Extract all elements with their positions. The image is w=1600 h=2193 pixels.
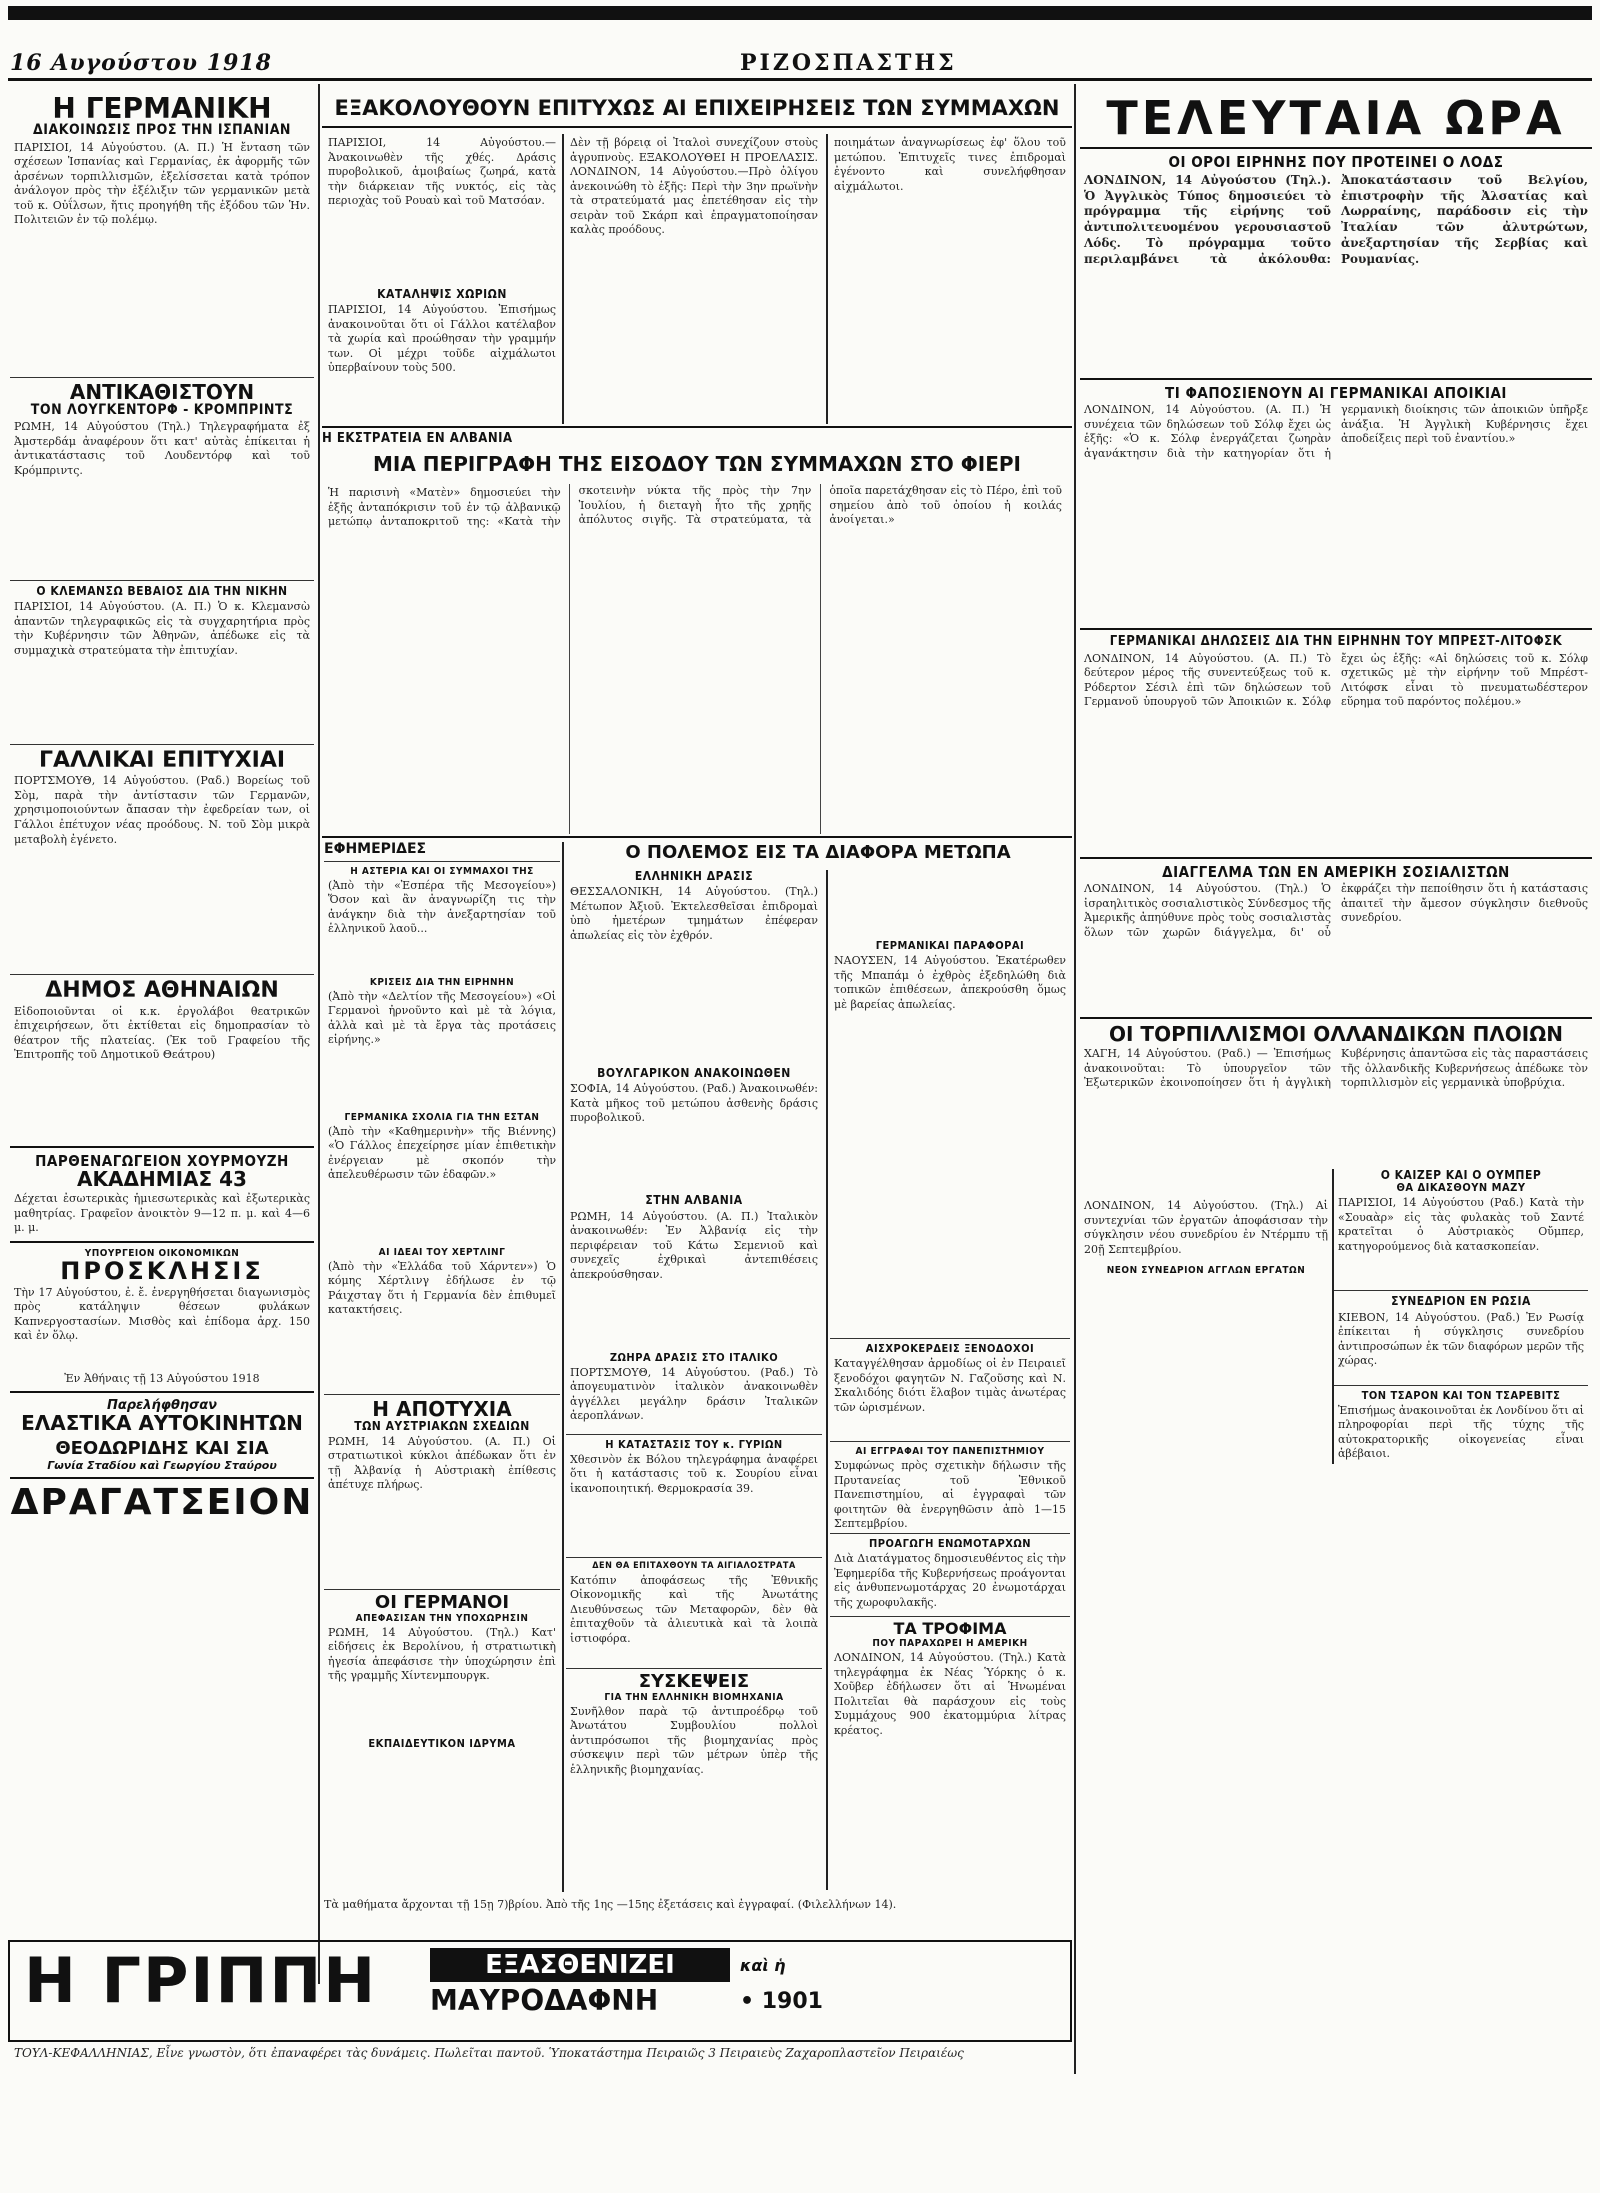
headline: ΤΟΝ ΤΣΑΡΟΝ ΚΑΙ ΤΟΝ ΤΣΑΡΕΒΙΤΣ — [1361, 1388, 1561, 1402]
column-3-top — [566, 134, 822, 424]
divider — [10, 580, 314, 581]
headline: ΝΕΟΝ ΣΥΝΕΔΡΙΟΝ ΑΓΓΛΩΝ ΕΡΓΑΤΩΝ — [1106, 1265, 1306, 1277]
divider — [1080, 857, 1592, 859]
article-text: ΠΑΡΙΣΙΟΙ, 14 Αὐγούστου.— Ἀνακοινωθὲν τῆς χθές. Δράσις πυροβολικοῦ, ἀμοιβαίως ζωηρά, κατὰ τὴν διάρκειαν τῆς νυκτός, εἰς τὰς περιοχὰς τοῦ Ρουαὺ καὶ τοῦ Ματσόαν. — [328, 136, 556, 208]
headline: ΣΤΗΝ ΑΛΒΑΝΙΑ — [645, 1193, 743, 1208]
headline: ΓΕΡΜΑΝΙΚΑΙ ΠΑΡΑΦΟΡΑΙ — [875, 939, 1025, 952]
headline: Ο ΚΑΙΖΕΡ ΚΑΙ Ο ΟΥΜΠΕΡ — [1380, 1168, 1542, 1183]
column-rule — [318, 84, 320, 1984]
headline: Η ΑΣΤΕΡΙΑ ΚΑΙ ΟΙ ΣΥΜΜΑΧΟΙ ΤΗΣ — [350, 865, 534, 877]
headline: Η ΚΑΤΑΣΤΑΣΙΣ ΤΟΥ κ. ΓΥΡΙΩΝ — [605, 1437, 783, 1451]
headline: ΔΕΝ ΘΑ ΕΠΙΤΑΧΘΟΥΝ ΤΑ ΑΙΓΙΑΛΟΣΤΡΑΤΑ — [592, 1560, 796, 1571]
article-text: ΛΟΝΔΙΝΟΝ, 14 Αὐγούστου. (Τηλ.) Αἱ συντεχνίαι τῶν ἐργατῶν ἀποφάσισαν τὴν σύγκλησιν νέου συνεδρίου ἐν Ντέρμπυ τῇ 20ῇ Σεπτεμβρίου. — [1084, 1199, 1328, 1256]
divider — [1334, 1290, 1588, 1291]
article-text: (Ἀπὸ τὴν «Δελτίον τῆς Μεσογείου») «Οἱ Γερμανοὶ ἠρνοῦντο καὶ μὲ τὰ λόγια, ἀλλὰ καὶ μὲ τὰ ἔργα τὰς προτάσεις εἰρήνης.» — [328, 989, 556, 1047]
ad-kicker: ΥΠΟΥΡΓΕΙΟΝ ΟΙΚΟΝΟΜΙΚΩΝ — [84, 1247, 240, 1259]
headline: ΑΙΣΧΡΟΚΕΡΔΕΙΣ ΞΕΝΟΔΟΧΟΙ — [865, 1342, 1035, 1356]
column-2-top — [324, 134, 560, 424]
headline: ΓΕΡΜΑΝΙΚΑΙ ΔΗΛΩΣΕΙΣ ΔΙΑ ΤΗΝ ΕΙΡΗΝΗΝ ΤΟΥ ΜΠΡΕΣΤ-ΛΙΤΟΦΣΚ — [1109, 634, 1563, 650]
column-4-bottom — [1080, 1169, 1592, 1464]
subheadline: ΓΙΑ ΤΗΝ ΕΛΛΗΝΙΚΗ ΒΙΟΜΗΧΑΝΙΑ — [604, 1691, 784, 1703]
article-text: ποιημάτων ἀναγνωρίσεως ἐφ' ὅλου τοῦ μετώπου. Ἐπιτυχεῖς τινες ἐπιδρομαὶ ἐγένοντο καὶ συνελήφθησαν αἰχμάλωτοι. — [834, 136, 1066, 193]
article-text: ΡΩΜΗ, 14 Αὐγούστου (Τηλ.) Τηλεγραφήματα ἐξ Ἀμστερδάμ ἀναφέρουν ὅτι κατ' αὐτὰς ἐπίκειται ἡ ἀντικατάστασις τοῦ Λουδεντόρφ καὶ τοῦ Κρόμπριντς. — [14, 420, 310, 477]
headline: ΔΗΜΟΣ ΑΘΗΝΑΙΩΝ — [45, 978, 279, 1004]
issue-date: 16 Αυγούστου 1918 — [10, 50, 272, 76]
headline: ΓΑΛΛΙΚΑΙ ΕΠΙΤΥΧΙΑΙ — [38, 748, 286, 774]
divider — [10, 1391, 314, 1393]
divider — [10, 744, 314, 745]
article-text: ΛΟΝΔΙΝΟΝ, 14 Αὐγούστου. (Α. Π.) Τὸ δεύτερον μέρος τῆς συνεντεύξεως τοῦ κ. Ρόδερτον Σέσιλ ἐπὶ τῶν δηλώσεων τοῦ Γερμανοῦ ὑπουργοῦ τῶν Ἀποικιῶν κ. Σόλφ ἔχει ὡς ἑξῆς: «Αἱ δηλώσεις τοῦ κ. Σόλφ σχετικῶς μὲ τὴν εἰρήνην τοῦ Μπρέστ-Λιτόφσκ εἶναι τὸ πνευματωδέστερον εὕρημα τοῦ παρόντος πολέμου.» — [1084, 651, 1588, 709]
grippe-ad — [8, 1940, 1072, 2042]
headline: ΓΕΡΜΑΝΙΚΑ ΣΧΟΛΙΑ ΓΙΑ ΤΗΝ ΕΣΤΑΝ — [344, 1111, 540, 1123]
headline: ΑΝΤΙΚΑΘΙΣΤΟΥΝ — [69, 379, 255, 404]
subheadline: ΑΠΕΦΑΣΙΣΑΝ ΤΗΝ ΥΠΟΧΩΡΗΣΙΝ — [355, 1612, 529, 1624]
article-text: ΠΟΡΤΣΜΟΥΘ, 14 Αὐγούστου. (Ραδ.) Τὸ ἀπογευματινὸν ἰταλικὸν ἀνακοινωθὲν ἀγγέλλει μεγάλην δράσιν Ἰταλικῶν ἀεροπλάνων. — [570, 1365, 818, 1423]
divider — [324, 1589, 560, 1590]
ad-tag: καὶ ἡ — [740, 1956, 786, 1975]
headline: Η ΑΠΟΤΥΧΙΑ — [372, 1396, 512, 1421]
column-rule — [826, 870, 828, 1890]
article-text: ΡΩΜΗ, 14 Αὐγούστου. (Α. Π.) Οἱ στρατιωτικοὶ κύκλοι ἀπέδωκαν ὅτι ἐν τῇ Ἀλβανίᾳ ἡ Αὐστριακὴ ἐπίθεσις ἀπέτυχε πλήρως. — [328, 1434, 556, 1492]
headline: ΟΙ ΟΡΟΙ ΕΙΡΗΝΗΣ ΠΟΥ ΠΡΟΤΕΙΝΕΙ Ο ΛΟΔΣ — [1168, 153, 1504, 172]
subheadline: ΔΙΑΚΟΙΝΩΣΙΣ ΠΡΟΣ ΤΗΝ ΙΣΠΑΝΙΑΝ — [33, 122, 291, 139]
col4-bottom-left — [1080, 1169, 1332, 1464]
article-text: Καταγγέλθησαν ἀρμοδίως οἱ ἐν Πειραιεῖ ξενοδόχοι φαγητῶν Ν. Γαζοῦσης καὶ Ν. Σκαλιδόης διότι ἔλαβον τιμὰς ἀνωτέρας τῶν ὡρισμένων. — [834, 1357, 1066, 1414]
column-rule — [826, 134, 828, 424]
article-text: ΝΑΟΥΣΕΝ, 14 Αὐγούστου. Ἑκατέρωθεν τῆς Μπαπάμ ὁ ἐχθρὸς ἐξεδηλώθη διὰ τοπικῶν ἐπιθέσεων, ἀπεκρούσθη ὅμως μὲ βαρείας ἀπωλείας. — [834, 954, 1066, 1011]
column-rule — [1074, 84, 1076, 2074]
column-rule — [562, 134, 564, 424]
ad-address: ΑΚΑΔΗΜΙΑΣ 43 — [77, 1167, 247, 1192]
column-3b-lower — [830, 870, 1070, 1890]
divider — [324, 1394, 560, 1395]
divider — [830, 1338, 1070, 1339]
divider — [566, 1434, 822, 1435]
masthead-rule — [8, 78, 1592, 81]
ad-title: ΕΛΑΣΤΙΚΑ ΑΥΤΟΚΙΝΗΤΩΝ — [21, 1411, 303, 1436]
article-text: Συνῆλθον παρὰ τῷ ἀντιπροέδρῳ τοῦ Ἀνωτάτου Συμβουλίου πολλοὶ ἀντιπρόσωποι τῆς βιομηχανίας πρὸς σύσκεψιν περὶ τῶν μέτρων ὑπὲρ τῆς ἑλληνικῆς βιομηχανίας. — [570, 1704, 818, 1776]
headline: ΔΙΑΓΓΕΛΜΑ ΤΩΝ ΕΝ ΑΜΕΡΙΚΗ ΣΟΣΙΑΛΙΣΤΩΝ — [1162, 862, 1510, 881]
last-hour-title: ΤΕΛΕΥΤΑΙΑ ΩΡΑ — [1106, 91, 1566, 145]
headline: ΣΥΣΚΕΨΕΙΣ — [638, 1670, 750, 1692]
headline: Ο ΚΛΕΜΑΝΣΩ ΒΕΒΑΙΟΣ ΔΙΑ ΤΗΝ ΝΙΚΗΝ — [36, 584, 288, 599]
article-text: ΡΩΜΗ, 14 Αὐγούστου. (Α. Π.) Ἰταλικὸν ἀνακοινωθέν: Ἐν Ἀλβανίᾳ εἰς τὴν περιφέρειαν τοῦ Κάτω Σεμενιοῦ καὶ συνεχεῖς ἐχθρικαὶ ἀντεπιθέσεις ἀπεκρούσθησαν. — [570, 1209, 818, 1281]
divider — [566, 1668, 822, 1669]
ad-title: ΠΡΟΣΚΛΗΣΙΣ — [60, 1256, 264, 1285]
article-text: Ἡ παρισινὴ «Ματὲν» δημοσιεύει τὴν ἑξῆς ἀνταπόκρισιν τοῦ ἐν τῷ ἀλβανικῷ μετώπῳ ἀνταποκριτοῦ της: «Κατὰ τὴν σκοτεινὴν νύκτα τῆς πρὸς τὴν 7ην Ἰουλίου, ἡ διεταγὴ ἦτο τῆς χρηῆς ἀπόλυτος σιγῆς. Τὰ στρατεύματα, τὰ ὁποῖα παρετάχθησαν εἰς τὸ Πέρο, ἐπὶ τοῦ σημείου ἀπὸ τοῦ ὁποίου ἡ κοιλάς ἀνοίγεται.» — [328, 484, 1062, 529]
ad-title: ΔΡΑΓΑΤΣΕΙΟΝ — [10, 1482, 314, 1524]
subheadline: ΤΩΝ ΑΥΣΤΡΙΑΚΩΝ ΣΧΕΔΙΩΝ — [354, 1418, 530, 1433]
article-text: ΠΑΡΙΣΙΟΙ, 14 Αὐγούστου. (Α. Π.) Ἡ ἔνταση τῶν σχέσεων Ἱσπανίας καὶ Γερμανίας, ἐκ ἀφορμῆς τῶν ἀρσένων τορπιλλισμῶν, ἐξελίσσεται κατὰ τρόπον ἀνάλογον πρὸς τὴν ἐξέλιξιν τῶν γερμανικῶν μετὰ τοῦ κ. Οὐΐλσων, ἥτις προηγήθη τῆς ἐξόδου τῶν Ἡν. Πολιτειῶν ἐν τῷ πολέμῳ. — [14, 140, 310, 227]
main-banner-headline: ΕΞΑΚΟΛΟΥΘΟΥΝ ΕΠΙΤΥΧΩΣ ΑΙ ΕΠΙΧΕΙΡΗΣΕΙΣ ΤΩΝ ΣΥΜΜΑΧΩΝ — [334, 96, 1060, 120]
article-text: Ἐπισήμως ἀνακοινοῦται ἐκ Λονδίνου ὅτι αἱ πληροφορίαι περὶ τῆς τύχης τῆς αὐτοκρατορικῆς οἰκογενείας εἶναι ἀβέβαιοι. — [1338, 1403, 1584, 1461]
article-text: (Ἀπὸ τὴν «Ἑλλάδα τοῦ Χάρντεν») Ὁ κόμης Χέρτλινγ ἐδήλωσε ἐν τῷ Ράιχσταγ ὅτι ἡ Γερμανία δὲν ἐπιθυμεῖ κατακτήσεις. — [328, 1259, 556, 1317]
divider — [1080, 147, 1592, 149]
ad-address: Γωνία Σταδίου καὶ Γεωργίου Σταύρου — [47, 1459, 277, 1473]
divider — [10, 974, 314, 975]
article-text: ΛΟΝΔΙΝΟΝ, 14 Αὐγούστου (Τηλ.). Ὁ Ἀγγλικὸς Τύπος δημοσιεύει τὸ πρόγραμμα τῆς εἰρήνης τοῦ ἀντιπολιτευομένου γερουσιαστοῦ Λόδς. Τὸ πρόγραμμα τοῦτο περιλαμβάνει τὰ ἀκόλουθα: Ἀποκατάστασιν τοῦ Βελγίου, ἐπιστροφὴν τῆς Ἀλσατίας καὶ Λωρραίνης, παράδοσιν εἰς τὴν Ἰταλίαν τῶν ἀλυτρώτων, ἀνεξαρτησίαν τῆς Σερβίας καὶ Ρουμανίας. — [1084, 172, 1588, 266]
article-text: ΠΑΡΙΣΙΟΙ, 14 Αὐγούστου (Ραδ.) Κατὰ τὴν «Σουαὰρ» εἰς τὰς φυλακὰς τοῦ Σαντέ κρατεῖται ὁ Αὐστριακὸς Οὔμπερ, κατηγορούμενος διὰ κατασκοπείαν. — [1338, 1196, 1584, 1253]
ad-headline: Η ΓΡΙΠΠΗ — [24, 1944, 378, 2017]
banner-rule — [322, 126, 1072, 128]
article-text: (Ἀπὸ τὴν «Καθημερινὴν» τῆς Βιέννης) «Ὁ Γάλλος ἐπεχείρησε μίαν ἐπιθετικὴν ἐνέργειαν μὲ σκοπόν τὴν ἀπελευθέρωσιν τῶν ἐδαφῶν.» — [328, 1124, 556, 1182]
section-title: ΕΦΗΜΕΡΙΔΕΣ — [324, 842, 427, 857]
ad-text: Τὴν 17 Αὐγούστου, ἐ. ἔ. ἐνεργηθήσεται διαγωνισμὸς πρὸς κατάληψιν θέσεων φυλάκων Καπνεργοστασίων. Μισθὸς καὶ ἐπίδομα ἀρχ. 150 καὶ ἐν ὅλῳ. — [14, 1285, 310, 1343]
column-3-lower — [566, 870, 822, 1890]
section-rule — [322, 836, 1072, 838]
divider — [830, 1441, 1070, 1442]
ad-label: ΕΞΑΣΘΕΝΙΖΕΙ — [430, 1948, 730, 1982]
article-text: Διὰ Διατάγματος δημοσιευθέντος εἰς τὴν Ἐφημερίδα τῆς Κυβερνήσεως προάγονται εἰς ἀνθυπενωμοτάρχας 20 ἐνωμοτάρχαι τῆς χωροφυλακῆς. — [834, 1552, 1066, 1609]
divider — [566, 1557, 822, 1558]
column-3b-top — [830, 134, 1070, 424]
newspaper-title: ΡΙΖΟΣΠΑΣΤΗΣ — [740, 50, 957, 76]
divider — [1080, 1017, 1592, 1019]
headline: Η ΓΕΡΜΑΝΙΚΗ — [52, 92, 272, 125]
headline: ΒΟΥΛΓΑΡΙΚΟΝ ΑΝΑΚΟΙΝΩΘΕΝ — [597, 1066, 791, 1081]
divider — [10, 1241, 314, 1243]
ad-footer: ΤΟΥΛ-ΚΕΦΑΛΛΗΝΙΑΣ, Εἶνε γνωστὸν, ὅτι ἐπαναφέρει τὰς δυνάμεις. Πωλεῖται παντοῦ. Ὑποκατάστημα Πειραιῶς 3 Πειραιεὺς Ζαχαροπλαστεῖον Πειραιέως — [14, 2046, 964, 2060]
headline: ΑΙ ΙΔΕΑΙ ΤΟΥ ΧΕΡΤΛΙΝΓ — [378, 1246, 506, 1258]
headline: ΠΡΟΑΓΩΓΗ ΕΝΩΜΟΤΑΡΧΩΝ — [868, 1537, 1032, 1551]
headline: ΤΙ ΦΑΠΟΣΙΕΝΟΥΝ ΑΙ ΓΕΡΜΑΝΙΚΑΙ ΑΠΟΙΚΙΑΙ — [1165, 383, 1507, 402]
article-text: ΛΟΝΔΙΝΟΝ, 14 Αὐγούστου. (Τηλ.) Κατὰ τηλεγράφημα ἐκ Νέας Ὑόρκης ὁ κ. Χοῦβερ ἐδήλωσεν ὅτι αἱ Ἡνωμέναι Πολιτεῖαι θὰ παράσχουν εἰς τοὺς Συμμάχους 900 ἑκατομμύρια λίτρας κρέατος. — [834, 1651, 1066, 1737]
section-headline: Ο ΠΟΛΕΜΟΣ ΕΙΣ ΤΑ ΔΙΑΦΟΡΑ ΜΕΤΩΠΑ — [625, 842, 1011, 863]
col4-bottom-right — [1334, 1169, 1588, 1464]
article-text: ΠΑΡΙΣΙΟΙ, 14 Αὐγούστου. Ἐπισήμως ἀνακοινοῦται ὅτι οἱ Γάλλοι κατέλαβον τὰ χωρία καὶ προώθησαν τὴν γραμμήν των. Οἱ μέχρι τοῦδε αἰχμάλωτοι ὑπερβαίνουν τοὺς 500. — [328, 303, 556, 375]
article-text: ΛΟΝΔΙΝΟΝ, 14 Αὐγούστου. (Α. Π.) Ἡ συνέχεια τῶν δηλώσεων τοῦ Σόλφ ἔχει ὡς ἑξῆς: «Ὁ κ. Σόλφ ἐνεργάζεται ζωηρὰν ἀγανάκτησιν διὰ τὴν κατηγορίαν ὅτι ἡ γερμανικὴ διοίκησις τῶν ἀποικιῶν ὑπῆρξε ἀνάξια. Ἡ Ἀγγλικὴ Κυβέρνησις ἔχει ἀποδείξεις περὶ τοῦ ἐναντίου.» — [1084, 403, 1588, 460]
ad-title: ΠΑΡΘΕΝΑΓΩΓΕΙΟΝ ΧΟΥΡΜΟΥΖΗ — [35, 1151, 289, 1170]
headline: ΚΑΤΑΛΗΨΙΣ ΧΩΡΙΩΝ — [377, 287, 507, 301]
article-text: Χθεσινὸν ἐκ Βόλου τηλεγράφημα ἀναφέρει ὅτι ἡ κατάστασις τοῦ κ. Σουρίου εἶναι ἱκανοποιητική. Θερμοκρασία 39. — [570, 1452, 818, 1495]
edu-address: (Φιλελλήνων 14). — [797, 1898, 897, 1911]
divider — [10, 1477, 314, 1479]
headline: ΕΚΠΑΙΔΕΥΤΙΚΟΝ ΙΔΡΥΜΑ — [368, 1736, 516, 1750]
article-text: Κατόπιν ἀποφάσεως τῆς Ἐθνικῆς Οἰκονομικῆς καὶ τῆς Ἀνωτάτης Διευθύνσεως τῶν Μεταφορῶν, δὲν θὰ ἐπιταχθοῦν τὰ ἀλιευτικὰ καὶ τὰ λοιπὰ ἱστιοφόρα. — [570, 1573, 818, 1645]
article-text: Εἰδοποιοῦνται οἱ κ.κ. ἐργολάβοι θεατρικῶν ἐπιχειρήσεων, ὅτι ἐκτίθεται εἰς δημοπρασίαν τὸ θέατρον τῆς πλατείας. (Ἐκ τοῦ Γραφείου τῆς Ἐπιτροπῆς τοῦ Δημοτικοῦ Θεάτρου) — [14, 1004, 310, 1062]
column-4 — [1080, 84, 1592, 1984]
divider — [324, 861, 560, 862]
article-text: ΠΑΡΙΣΙΟΙ, 14 Αὐγούστου. (Α. Π.) Ὁ κ. Κλεμανσὼ ἀπαντῶν τηλεγραφικῶς εἰς τὰ συγχαρητήρια πρὸς τὴν Κυβέρνησιν τῶν Ἀθηνῶν, ἀπέδωκε εἰς τὰ συμμαχικὰ στρατεύματα τὴν ἐπιτυχίαν. — [14, 600, 310, 657]
ad-text: Δέχεται ἐσωτερικὰς ἡμιεσωτερικὰς καὶ ἐξωτερικὰς μαθητρίας. Γραφεῖον ἀνοικτὸν 9—12 π. μ. καὶ 4—6 μ. μ. — [14, 1192, 310, 1235]
divider — [830, 1616, 1070, 1617]
section-kicker: Η ΕΚΣΤΡΑΤΕΙΑ ΕΝ ΑΛΒΑΝΙΑ — [322, 431, 513, 446]
column-1 — [10, 84, 314, 1974]
albania-article — [324, 484, 1066, 834]
article-text: ΣΟΦΙΑ, 14 Αὐγούστου. (Ραδ.) Ἀνακοινωθέν: Κατὰ μῆκος τοῦ μετώπου ἀσθενὴς δράσις πυροβολικοῦ. — [570, 1082, 818, 1125]
divider — [10, 377, 314, 378]
ad-company: ΘΕΟΔΩΡΙΔΗΣ ΚΑΙ ΣΙΑ — [55, 1438, 269, 1460]
headline: ΣΥΝΕΔΡΙΟΝ ΕΝ ΡΩΣΙΑ — [1391, 1294, 1531, 1309]
top-rule — [8, 6, 1592, 20]
headline: ΑΙ ΕΓΓΡΑΦΑΙ ΤΟΥ ΠΑΝΕΠΙΣΤΗΜΙΟΥ — [855, 1446, 1045, 1458]
article-text: ΠΟΡΤΣΜΟΥΘ, 14 Αὐγούστου. (Ραδ.) Βορείως τοῦ Σὸμ, παρὰ τὴν ἀντίστασιν τῶν Γερμανῶν, χρησιμοποιούντων ἄπασαν τὴν ἐφεδρείαν των, οἱ Γάλλοι ἐπέτυχον νέας προόδους. Ν. τοῦ Σὸμ μικρὰ μεταβολὴ ἐγένετο. — [14, 774, 310, 846]
ad-product: ΜΑΥΡΟΔΑΦΝΗ — [430, 1984, 659, 2017]
article-text: ΧΑΓΗ, 14 Αὐγούστου. (Ραδ.) — Ἐπισήμως ἀνακοινοῦται: Τὸ ὑπουργεῖον τῶν Ἐξωτερικῶν ἐκοινοποίησεν ὅτι ἡ ἀγγλικὴ Κυβέρνησις ἀπαντῶσα εἰς τὰς παραστάσεις τῆς ὁλλανδικῆς Κυβερνήσεως ἀπέδωκε τὸν τορπιλλισμὸν εἰς γερμανικὰ ὑποβρύχια. — [1084, 1047, 1588, 1090]
subheadline: ΠΟΥ ΠΑΡΑΧΩΡΕΙ Η ΑΜΕΡΙΚΗ — [872, 1638, 1028, 1650]
divider — [1334, 1385, 1588, 1386]
divider — [1080, 628, 1592, 630]
subheadline: ΘΑ ΔΙΚΑΣΘΟΥΝ ΜΑΖΥ — [1396, 1181, 1526, 1195]
column-2-lower — [324, 842, 560, 1902]
section-rule — [322, 426, 1072, 428]
headline: ΟΙ ΓΕΡΜΑΝΟΙ — [374, 1591, 510, 1613]
divider — [10, 1146, 314, 1148]
article-text: Συμφώνως πρὸς σχετικὴν δήλωσιν τῆς Πρυτανείας τοῦ Ἐθνικοῦ Πανεπιστημίου, αἱ ἐγγραφαὶ τῶν φοιτητῶν θὰ ἐνεργηθῶσιν ἀπὸ 1—15 Σεπτεμβρίου. — [834, 1459, 1066, 1530]
dragatsi-text: Τὰ μαθήματα ἄρχονται τῇ 15ῃ 7)βρίου. Ἀπὸ τῆς 1ης —15ης ἐξετάσεις καὶ ἐγγραφαί. — [324, 1898, 795, 1911]
subheadline: ΤΟΝ ΛΟΥΓΚΕΝΤΟΡΦ - ΚΡΟΜΠΡΙΝΤΣ — [30, 401, 294, 418]
ad-year: • 1901 — [740, 1989, 823, 2014]
headline: ΟΙ ΤΟΡΠΙΛΛΙΣΜΟΙ ΟΛΛΑΝΔΙΚΩΝ ΠΛΟΙΩΝ — [1109, 1022, 1563, 1047]
ad-date: Ἐν Ἀθήναις τῇ 13 Αὐγούστου 1918 — [64, 1371, 260, 1385]
headline: ΖΩΗΡΑ ΔΡΑΣΙΣ ΣΤΟ ΙΤΑΛΙΚΟ — [609, 1350, 779, 1364]
headline: ΕΛΛΗΝΙΚΗ ΔΡΑΣΙΣ — [634, 870, 754, 883]
section-headline: ΜΙΑ ΠΕΡΙΓΡΑΦΗ ΤΗΣ ΕΙΣΟΔΟΥ ΤΩΝ ΣΥΜΜΑΧΩΝ ΣΤΟ ΦΙΕΡΙ — [373, 452, 1021, 476]
column-rule — [562, 842, 564, 1892]
article-text: ΡΩΜΗ, 14 Αὐγούστου. (Τηλ.) Κατ' εἰδήσεις ἐκ Βερολίνου, ἡ στρατιωτικὴ ἡγεσία ἀπεφάσισε τὴν ὑποχώρησιν ἐπὶ τῆς γραμμῆς Χίντενμπουργκ. — [328, 1625, 556, 1683]
article-text: ΘΕΣΣΑΛΟΝΙΚΗ, 14 Αὐγούστου. (Τηλ.) Μέτωπον Ἀξιοῦ. Ἐκτελεσθεῖσαι ἐπιδρομαὶ ὑπὸ ἡμετέρων τμημάτων ἐπέφεραν ἀπωλείας εἰς τὸν ἐχθρόν. — [570, 885, 818, 942]
ad-kicker: Παρελήφθησαν — [106, 1398, 218, 1414]
headline: ΤΑ ΤΡΟΦΙΜΑ — [893, 1619, 1007, 1639]
article-text: ΚΙΕΒΟΝ, 14 Αὐγούστου. (Ραδ.) Ἐν Ρωσίᾳ ἐπίκειται ἡ σύγκλησις συνεδρίου ἀντιπροσώπων ἐκ τῶν διαφόρων μερῶν τῆς χώρας. — [1338, 1310, 1584, 1368]
headline: ΚΡΙΣΕΙΣ ΔΙΑ ΤΗΝ ΕΙΡΗΝΗΝ — [369, 976, 515, 988]
article-text: ΛΟΝΔΙΝΟΝ, 14 Αὐγούστου. (Τηλ.) Ὁ ἰσραηλιτικὸς σοσιαλιστικὸς Σύνδεσμος τῆς Ἀμερικῆς ἀπηύθυνε πρὸς τοὺς σοσιαλιστὰς ὅλων τῶν χωρῶν διάγγελμα, δι' οὗ ἐκφράζει τὴν πεποίθησιν ὅτι ἡ κατάστασις ἀπαιτεῖ τὴν ἄμεσον σύγκλησιν διεθνοῦς συνεδρίου. — [1084, 882, 1588, 939]
divider — [1080, 378, 1592, 380]
article-text: Δὲν τῇ βόρειᾳ οἱ Ἰταλοὶ συνεχίζουν στοὺς ἀγρυπνοὺς. ΕΞΑΚΟΛΟΥΘΕΙ Η ΠΡΟΕΛΑΣΙΣ. ΛΟΝΔΙΝΟΝ, 14 Αὐγούστου.—Πρὸ ὀλίγου ἀνεκοινώθη τὸ ἑξῆς: Περὶ τὴν 3ην πρωϊνὴν τὰ στρατεύματά μας ἐπετέθησαν εἰς τὴν σειρὰν τοῦ Σκάρπ καὶ ἐπραγματοποίησαν καλὰς προόδους. — [570, 136, 818, 237]
divider — [830, 1533, 1070, 1534]
ad-text — [324, 1898, 1064, 1913]
edu-footer — [324, 1898, 1064, 1938]
article-text: (Ἀπὸ τὴν «Ἐσπέρα τῆς Μεσογείου») Ὅσον καὶ ἂν ἀναγνωρίζη τις τὴν ἀνάγκην διὰ τὴν ἀνεξαρτησίαν τοῦ ἑλληνικοῦ λαοῦ... — [328, 878, 556, 936]
